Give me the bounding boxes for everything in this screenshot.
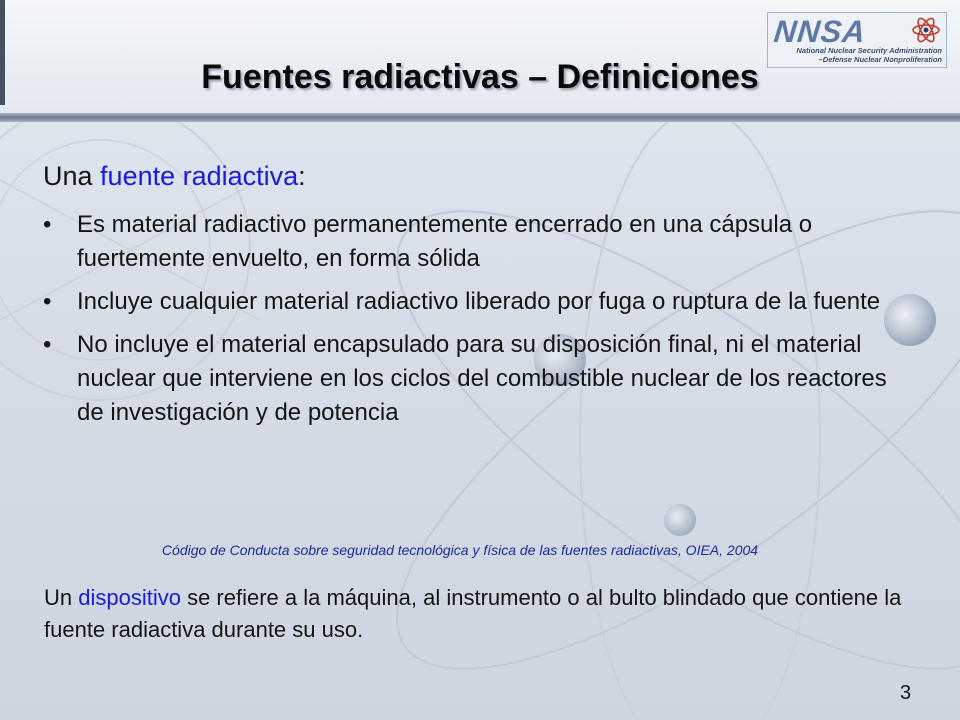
bullet-text: Incluye cualquier material radiactivo liberado por fuga o ruptura de la fuente	[77, 288, 881, 315]
intro-term: fuente radiactiva	[100, 161, 299, 191]
bullet-item	[43, 285, 903, 319]
bullet-item	[43, 328, 903, 430]
device-suffix: se refiere a la máquina, al instrumento o al bulto blindado que contiene la fuente radiactiva durante su uso.	[44, 585, 902, 642]
bullet-glyph: •	[43, 331, 52, 358]
citation: Código de Conducta sobre seguridad tecnológica y física de las fuentes radiactivas, OIEA, 2004	[161, 542, 759, 558]
logo-letters: NNSA	[772, 14, 868, 49]
bullet-text: Es material radiactivo permanentemente encerrado en una cápsula o fuertemente envuelto, en forma sólida	[77, 211, 813, 272]
slide-title: Fuentes radiactivas – Definiciones	[201, 58, 759, 96]
device-prefix: Un	[44, 585, 79, 610]
header-divider	[0, 113, 960, 122]
bullet-item	[43, 208, 903, 276]
logo-agency-name: National Nuclear Security Administration	[796, 46, 942, 55]
intro-prefix: Una	[43, 161, 101, 191]
intro-suffix: :	[298, 161, 306, 191]
bullet-glyph: •	[43, 288, 52, 315]
device-definition	[44, 582, 904, 646]
bullet-text: No incluye el material encapsulado para su disposición final, ni el material nuclear que interviene en los ciclos del combustible nuclear de los reactores de investigación y de potencia	[77, 331, 887, 426]
intro-line	[43, 161, 306, 192]
atom-icon	[911, 15, 941, 45]
definition-bullets	[43, 208, 903, 439]
bullet-glyph: •	[43, 211, 52, 238]
device-term: dispositivo	[78, 585, 181, 610]
logo-program-name: –Defense Nuclear Nonproliferation	[818, 55, 942, 64]
page-number: 3	[900, 682, 912, 704]
